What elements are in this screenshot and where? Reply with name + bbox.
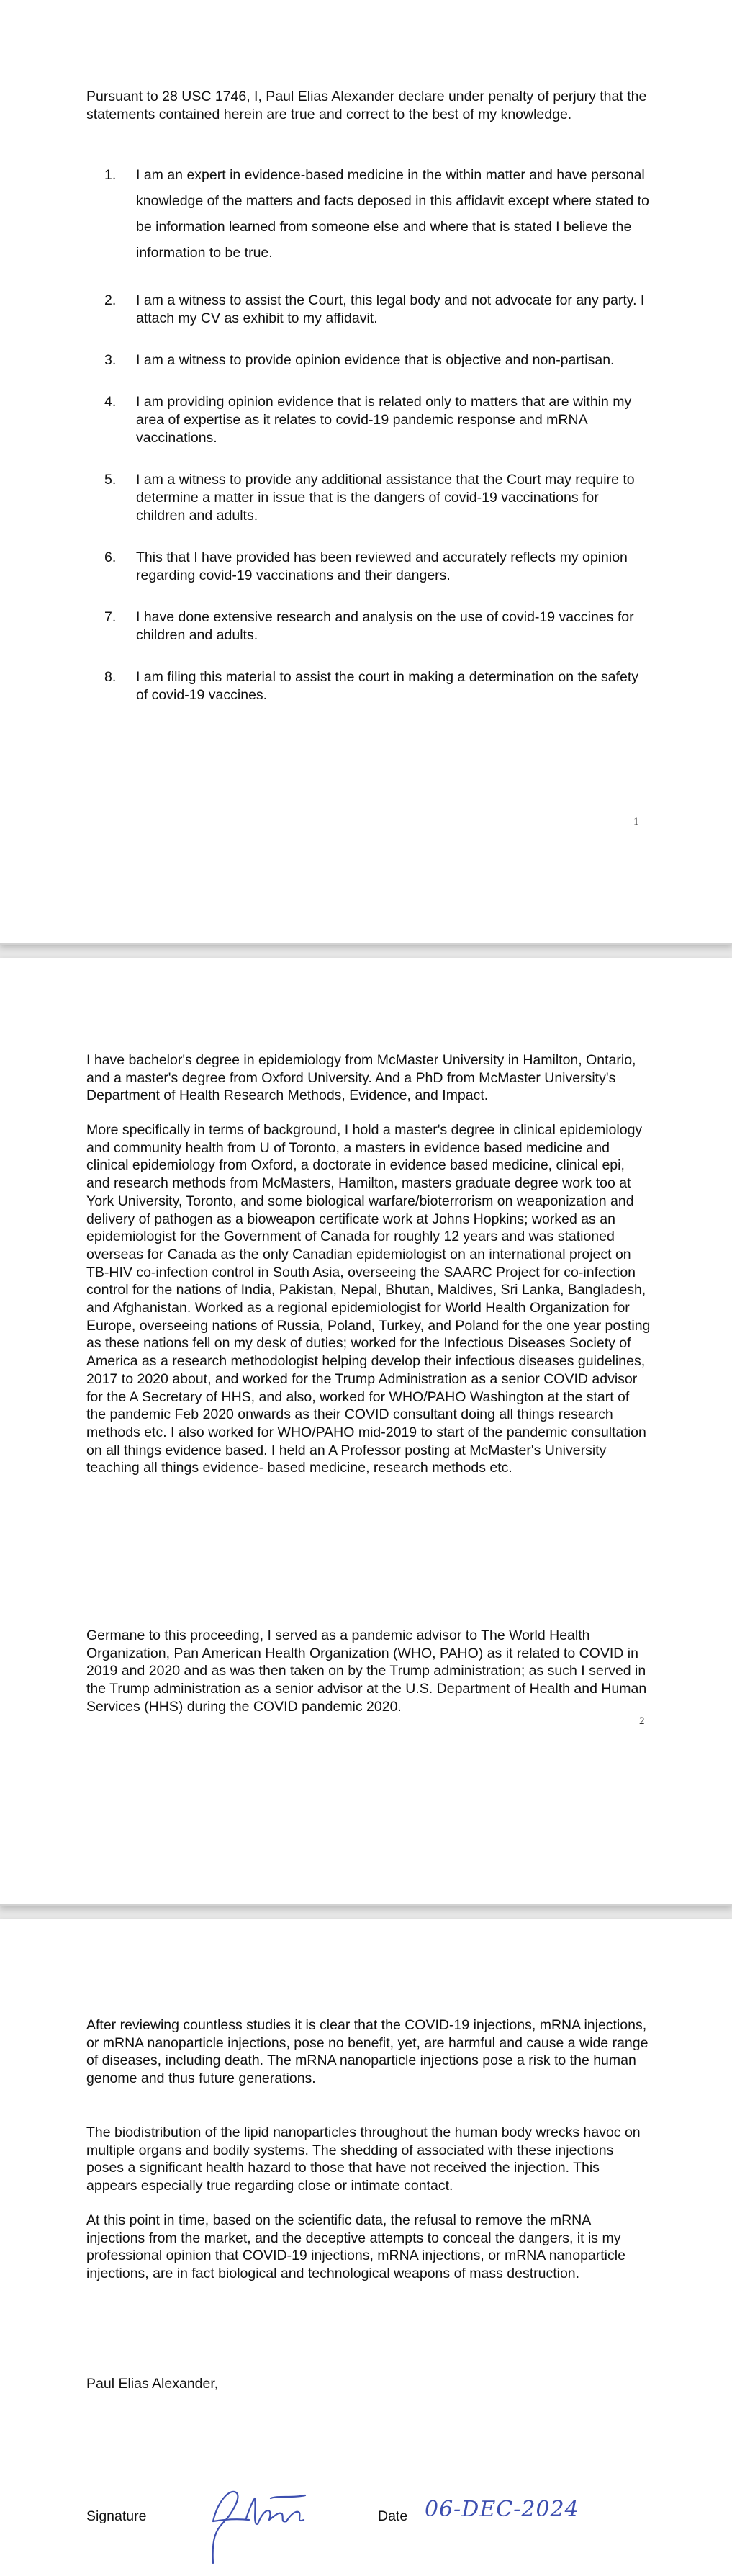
page-number: 2 <box>639 1715 645 1727</box>
statement-item <box>104 351 651 369</box>
findings-paragraph: After reviewing countless studies it is clear that the COVID-19 injections, mRNA injections, or mRNA nanoparticle injections, pose no benefit, yet, are harmful and cause a wide range of diseases, including death. The mRNA nanoparticle injections pose a risk to the human genome and thus future generations. <box>86 2017 649 2087</box>
numbered-statements <box>104 162 651 728</box>
statement-number: 8. <box>104 669 117 685</box>
document-page-1 <box>0 0 732 945</box>
statement-number: 6. <box>104 549 117 565</box>
statement-number: 2. <box>104 292 117 308</box>
signature-label: Signature <box>86 2508 147 2524</box>
statement-text: This that I have provided has been reviewed and accurately reflects my opinion regarding covid-19 vaccinations and their dangers. <box>136 549 628 583</box>
advisor-paragraph: Germane to this proceeding, I served as a pandemic advisor to The World Health Organization, Pan American Health Organization (WHO, PAHO) as it related to COVID in 2019 and 2020 and as was then taken on by the Trump administration; as such I served in the Trump administration as a senior advisor at the U.S. Department of Health and Human Services (HHS) during the COVID pandemic 2020. <box>86 1628 647 1715</box>
statement-number: 7. <box>104 609 117 625</box>
statement-number: 5. <box>104 472 117 488</box>
statement-item <box>104 393 651 447</box>
statement-text: I am providing opinion evidence that is related only to matters that are within my area of expertise as it relates to covid-19 pandemic response and mRNA vaccinations. <box>136 394 632 446</box>
date-label: Date <box>378 2508 408 2524</box>
statement-item <box>104 471 651 525</box>
signer-name: Paul Elias Alexander, <box>86 2376 219 2392</box>
biodistribution-paragraph: The biodistribution of the lipid nanoparticles throughout the human body wrecks havoc on multiple organs and bodily systems. The shedding of associated with these injections poses a significant health hazard to those that have not received the injection. This appears especially true regarding close or intimate contact. <box>86 2124 641 2194</box>
statement-text: I have done extensive research and analysis on the use of covid-19 vaccines for children and adults. <box>136 609 634 643</box>
statement-item <box>104 162 651 266</box>
statement-item <box>104 549 651 585</box>
document-page-2 <box>0 958 732 1906</box>
statement-number: 1. <box>104 167 117 183</box>
statement-text: I am filing this material to assist the court in making a determination on the safety of covid-19 vaccines. <box>136 669 639 703</box>
statement-text: I am a witness to assist the Court, this legal body and not advocate for any party. I attach my CV as exhibit to my affidavit. <box>136 292 645 326</box>
statement-item <box>104 668 651 704</box>
handwritten-date: 06-DEC-2024 <box>425 2497 579 2522</box>
document-page-3 <box>0 1919 732 2576</box>
conclusion-paragraph: At this point in time, based on the scientific data, the refusal to remove the mRNA injections from the market, and the deceptive attempts to conceal the dangers, it is my professional opinion that COVID-19 injections, mRNA injections, or mRNA nanoparticle injections, are in fact biological and technological weapons of mass destruction. <box>86 2212 625 2282</box>
signature-block <box>86 2494 662 2537</box>
statement-item <box>104 609 651 645</box>
declaration-intro: Pursuant to 28 USC 1746, I, Paul Elias Alexander declare under penalty of perjury that the statements contained herein are true and correct to the best of my knowledge. <box>86 89 647 122</box>
statement-text: I am a witness to provide any additional assistance that the Court may require to determine a matter in issue that is the dangers of covid-19 vaccinations for children and adults. <box>136 472 635 524</box>
handwritten-signature <box>184 2477 321 2570</box>
statement-text: I am a witness to provide opinion evidence that is objective and non-partisan. <box>136 352 615 368</box>
statement-number: 4. <box>104 394 117 410</box>
background-paragraph: More specifically in terms of background, I hold a master's degree in clinical epidemiology and community health from U of Toronto, a masters in evidence based medicine and clinical epidemiology from Oxford, a doctorate in evidence based medicine, clinical epi, and research methods from McMasters, Hamilton, masters graduate degree work too at York University, Toronto, and some biological warfare/bioterrorism on weaponization and delivery of pathogen as a bioweapon certificate work at Johns Hopkins; worked as an epidemiologist for the Government of Canada for roughly 12 years and was stationed overseas for Canada as the only Canadian epidemiologist on an international project on TB-HIV co-infection control in South Asia, overseeing the SAARC Project for co-infection control for the nations of India, Pakistan, Nepal, Bhutan, Maldives, Sri Lanka, Bangladesh, and Afghanistan. Worked as a regional epidemiologist for World Health Organization for Europe, overseeing nations of Russia, Poland, Turkey, and Poland for the one year posting as these nations fell on my desk of duties; worked for the Infectious Diseases Society of America as a research methodologist helping develop their infectious diseases guidelines, 2017 to 2020 about, and worked for the Trump Administration as a senior COVID advisor for the A Secretary of HHS, and also, worked for WHO/PAHO Washington at the start of the pandemic Feb 2020 onwards as their COVID consultant doing all things research methods etc. I also worked for WHO/PAHO mid-2019 to start of the pandemic consultation on all things evidence based. I held an A Professor posting at McMaster's University teaching all things evidence- based medicine, research methods etc. <box>86 1122 651 1476</box>
page-number: 1 <box>633 816 639 827</box>
statement-item <box>104 292 651 328</box>
statement-text: I am an expert in evidence-based medicine in the within matter and have personal knowledge of the matters and facts deposed in this affidavit except where stated to be information learned from someone else and where that is stated I believe the information to be true. <box>136 167 649 261</box>
statement-number: 3. <box>104 352 117 368</box>
education-paragraph: I have bachelor's degree in epidemiology from McMaster University in Hamilton, Ontario, and a master's degree from Oxford University. And a PhD from McMaster University's Department of Health Research Methods, Evidence, and Impact. <box>86 1052 636 1104</box>
